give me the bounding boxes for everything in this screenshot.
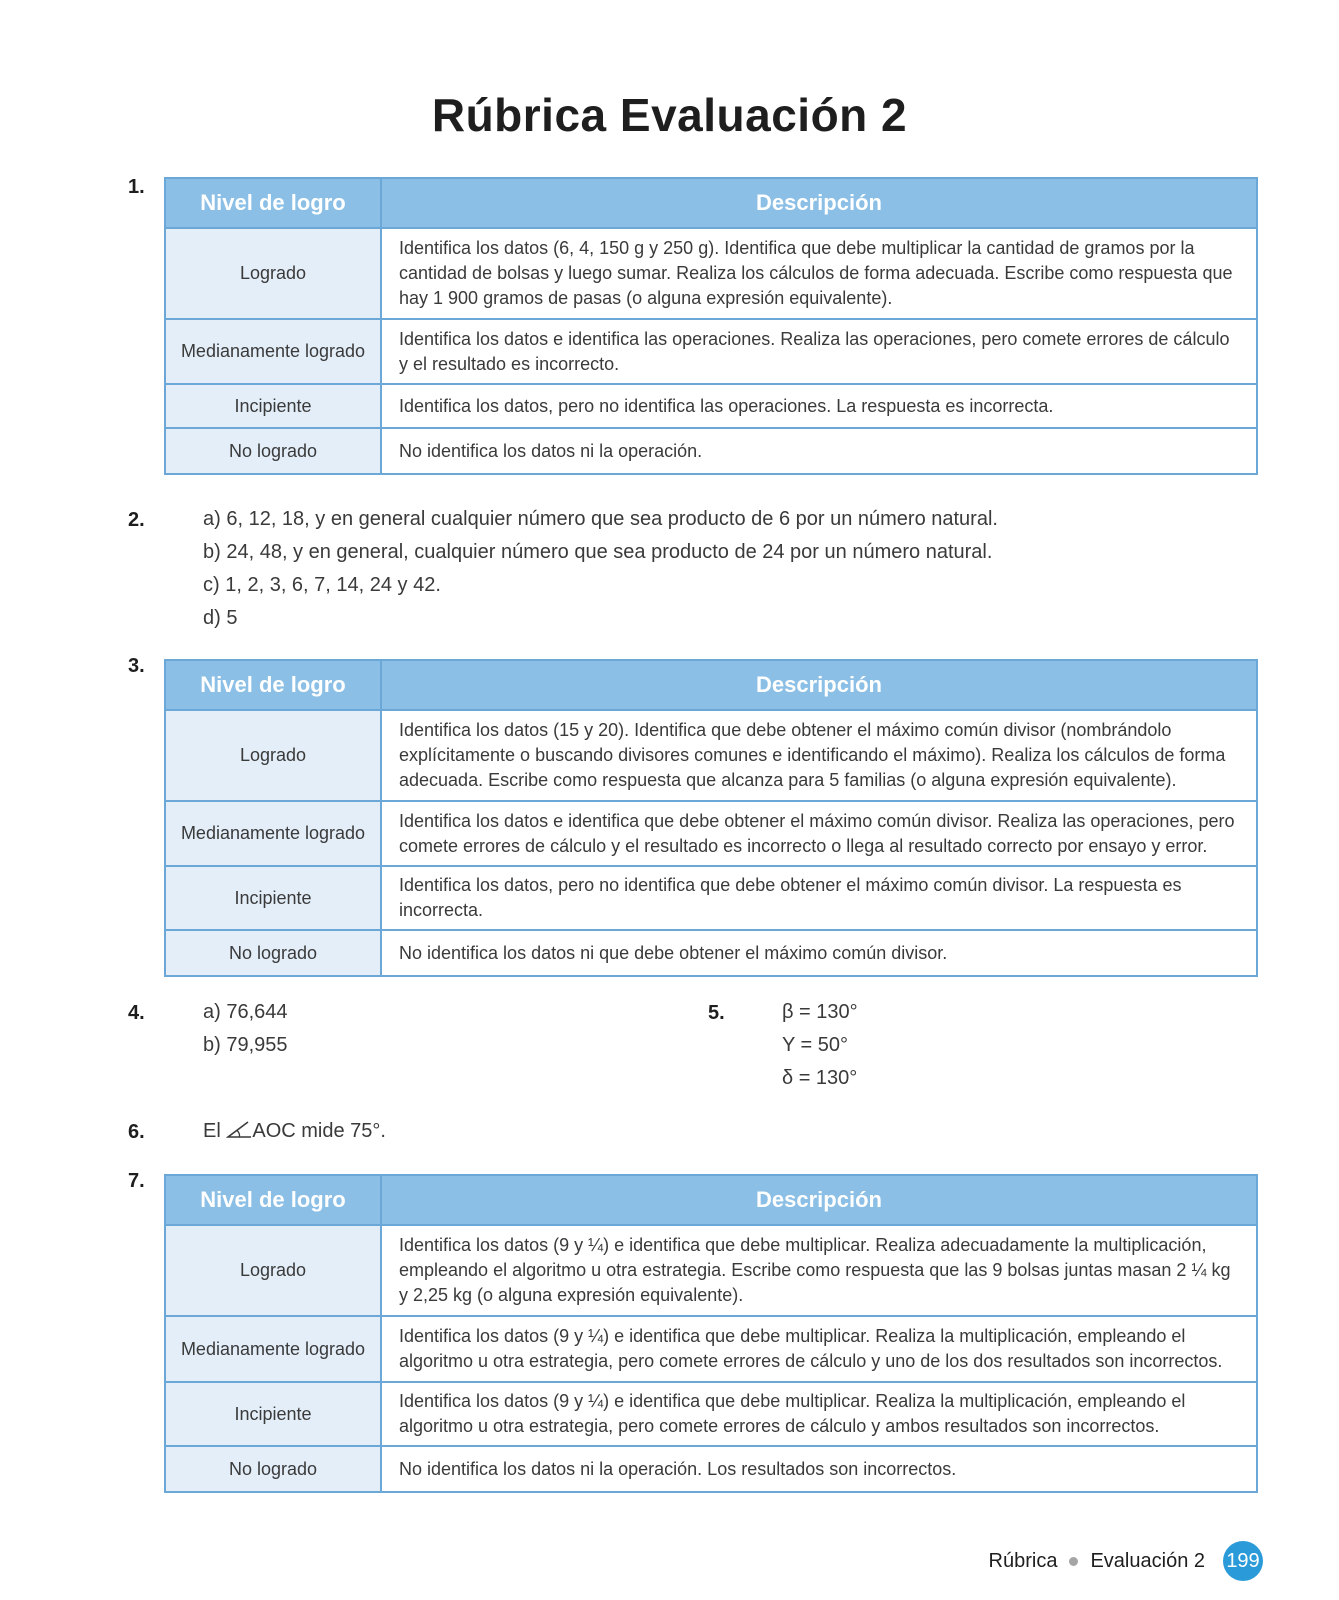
table-row [165,930,1257,976]
question-number-1: 1. [128,176,145,198]
answers-q4 [203,996,288,1062]
level-cell: No logrado [165,930,381,976]
level-cell: Logrado [165,710,381,801]
header-description: Descripción [381,178,1257,228]
page-title: Rúbrica Evaluación 2 [431,89,908,141]
header-level: Nivel de logro [165,178,381,228]
description-cell: Identifica los datos, pero no identifica las operaciones. La respuesta es incorrecta. [381,384,1257,428]
header-description: Descripción [381,1175,1257,1225]
table-row [165,710,1257,801]
rubric-table-1 [164,177,1258,475]
answer-line [203,1115,386,1148]
description-cell: Identifica los datos (9 y ¼) e identifica que debe multiplicar. Realiza la multiplicación, empleando el algoritmo u otra estrategia, pero comete errores de cálculo y ambos resultados son incorrectos. [381,1382,1257,1446]
level-cell: Incipiente [165,1382,381,1446]
level-cell: Medianamente logrado [165,1316,381,1382]
answers-q6 [203,1115,386,1148]
answers-q2 [203,503,998,635]
table-row [165,801,1257,866]
question-number-5: 5. [708,1002,725,1024]
answer-line: d) 5 [203,607,238,629]
description-cell: Identifica los datos (6, 4, 150 g y 250 g). Identifica que debe multiplicar la cantidad de gramos por la cantidad de bolsas y luego sumar. Realiza los cálculos de forma adecuada. Escribe como respuesta que hay 1 900 gramos de pasas (o alguna expresión equivalente). [381,228,1257,319]
footer-evaluation: Evaluación 2 [1090,1549,1205,1572]
table-header-row [165,1175,1257,1225]
answer-line: a) 6, 12, 18, y en general cualquier número que sea producto de 6 por un número natural. [203,508,998,530]
header-level: Nivel de logro [165,1175,381,1225]
answer-suffix: AOC mide 75°. [252,1120,386,1142]
rubric-table-7 [164,1174,1258,1493]
answer-line: b) 24, 48, y en general, cualquier número que sea producto de 24 por un número natural. [203,541,993,563]
description-cell: Identifica los datos e identifica que debe obtener el máximo común divisor. Realiza las operaciones, pero comete errores de cálculo y el resultado es incorrecto o llega al resultado correcto por ensayo y error. [381,801,1257,866]
description-cell: Identifica los datos (9 y ¼) e identifica que debe multiplicar. Realiza adecuadamente la multiplicación, empleando el algoritmo u otra estrategia. Escribe como respuesta que las 9 bolsas juntas masan 2 ¼ kg y 2,25 kg (o alguna expresión equivalente). [381,1225,1257,1316]
level-cell: Medianamente logrado [165,801,381,866]
description-cell: No identifica los datos ni la operación. Los resultados son incorrectos. [381,1446,1257,1492]
level-cell: No logrado [165,1446,381,1492]
table-row [165,1382,1257,1446]
description-cell: No identifica los datos ni la operación. [381,428,1257,474]
angle-icon [226,1121,252,1139]
question-number-4: 4. [128,1002,145,1024]
table-row [165,319,1257,384]
question-number-3: 3. [128,655,145,677]
level-cell: No logrado [165,428,381,474]
table-row [165,228,1257,319]
question-number-7: 7. [128,1170,145,1192]
answer-prefix: El [203,1120,221,1142]
table-row [165,428,1257,474]
table-header-row [165,660,1257,710]
level-cell: Logrado [165,1225,381,1316]
header-level: Nivel de logro [165,660,381,710]
level-cell: Incipiente [165,384,381,428]
answer-line: β = 130° [782,1001,858,1023]
description-cell: Identifica los datos (9 y ¼) e identifica que debe multiplicar. Realiza la multiplicación, empleando el algoritmo u otra estrategia, pero comete errores de cálculo y uno de los dos resultados son incorrectos. [381,1316,1257,1382]
page-footer [989,1541,1263,1581]
table-row [165,1316,1257,1382]
description-cell: Identifica los datos, pero no identifica que debe obtener el máximo común divisor. La respuesta es incorrecta. [381,866,1257,930]
footer-section: Rúbrica [988,1549,1058,1572]
table-row [165,866,1257,930]
description-cell: No identifica los datos ni que debe obtener el máximo común divisor. [381,930,1257,976]
table-row [165,1225,1257,1316]
description-cell: Identifica los datos (15 y 20). Identifica que debe obtener el máximo común divisor (nombrándolo explícitamente o buscando divisores comunes e identificando el máximo). Realiza los cálculos de forma adecuada. Escribe como respuesta que alcanza para 5 familias (o alguna expresión equivalente). [381,710,1257,801]
answer-line: δ = 130° [782,1067,858,1089]
table-header-row [165,178,1257,228]
page-number: 199 [1223,1541,1263,1581]
rubric-table-3 [164,659,1258,977]
question-number-6: 6. [128,1121,145,1143]
level-cell: Medianamente logrado [165,319,381,384]
table-row [165,1446,1257,1492]
header-description: Descripción [381,660,1257,710]
table-row [165,384,1257,428]
answer-line: Υ = 50° [782,1034,849,1056]
answer-line: b) 79,955 [203,1034,288,1056]
answer-line: a) 76,644 [203,1001,288,1023]
description-cell: Identifica los datos e identifica las operaciones. Realiza las operaciones, pero comete errores de cálculo y el resultado es incorrecto. [381,319,1257,384]
level-cell: Logrado [165,228,381,319]
answers-q5 [782,996,858,1095]
bullet-dot-icon [1069,1557,1078,1566]
answer-line: c) 1, 2, 3, 6, 7, 14, 24 y 42. [203,574,441,596]
level-cell: Incipiente [165,866,381,930]
question-number-2: 2. [128,509,145,531]
